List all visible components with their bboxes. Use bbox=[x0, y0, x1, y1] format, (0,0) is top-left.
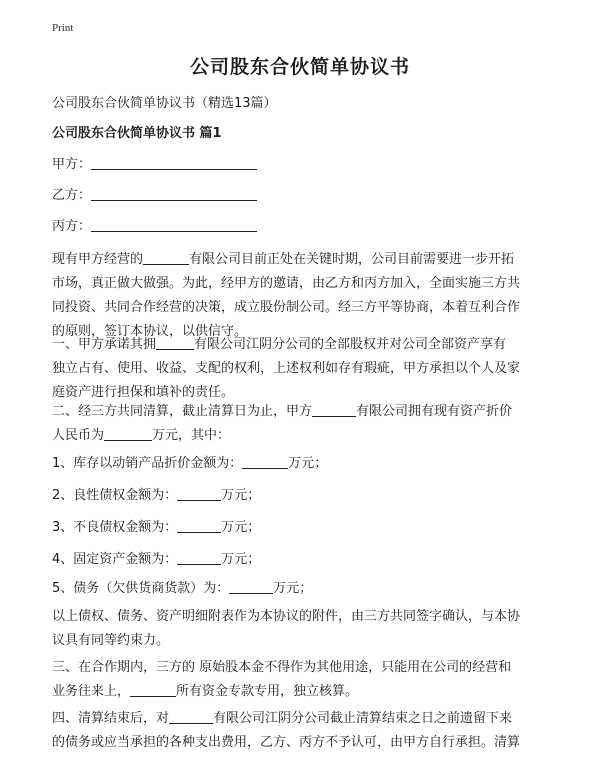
party-b-row bbox=[52, 184, 552, 208]
para1-line4: 的原则，签订本协议，以供信守。 bbox=[52, 324, 248, 339]
party-b-label: 乙方： bbox=[52, 188, 92, 203]
para3-line1: 二、经三方共同清算，截止清算日为止，甲方 有限公司拥有现有资产折价 bbox=[52, 400, 552, 424]
para1-line3: 同投资、共同合作经营的决策，成立股份制公司。经三方平等协商，本着互利合作 bbox=[52, 300, 521, 315]
document-title: 公司股东合伙简单协议书 bbox=[189, 56, 410, 78]
blank bbox=[177, 485, 221, 501]
para6-line1: 四、清算结束后，对 有限公司江阴分公司截止清算结束之日之前遗留下来 bbox=[52, 707, 552, 731]
list-item: 4、固定资产金额为： 万元； bbox=[52, 548, 552, 572]
party-c-row bbox=[52, 215, 552, 239]
para1-line2: 市场，真正做大做强。为此，经甲方的邀请，由乙方和丙方加入，全面实施三方共 bbox=[52, 276, 521, 291]
para2-line2: 独立占有、使用、收益、支配的权利，上述权利如存有瑕疵，甲方承担以个人及家 bbox=[52, 361, 521, 376]
blank bbox=[104, 425, 152, 441]
blank bbox=[229, 578, 273, 594]
blank bbox=[312, 401, 356, 417]
blank bbox=[177, 549, 221, 565]
blank bbox=[177, 517, 221, 533]
party-a-row bbox=[52, 153, 552, 177]
party-b-line bbox=[91, 185, 257, 201]
blank bbox=[242, 453, 288, 469]
para2-line1: 一、甲方承诺其拥 有限公司江阴分公司的全部股权并对公司全部资产享有 bbox=[52, 333, 552, 357]
section-heading: 公司股东合伙简单协议书 篇1 bbox=[52, 126, 222, 141]
blank bbox=[143, 249, 189, 265]
para6-line2: 的债务或应当承担的各种支出费用，乙方、丙方不予认可，由甲方自行承担。清算 bbox=[52, 735, 521, 750]
para5-line1: 三、在合作期内，三方的 原始股本金不得作为其他用途，只能用在公司的经营和 bbox=[52, 660, 512, 675]
list-item: 1、库存以动销产品折价金额为： 万元； bbox=[52, 452, 552, 476]
party-a-line bbox=[91, 154, 257, 170]
blank bbox=[130, 681, 176, 697]
para4-line2: 议具有同等约束力。 bbox=[52, 633, 170, 648]
para4-line1: 以上债权、债务、资产明细附表作为本协议的附件，由三方共同签字确认，与本协 bbox=[52, 609, 521, 624]
para3-line2: 人民币为 万元，其中： bbox=[52, 424, 552, 448]
party-c-label: 丙方： bbox=[52, 219, 92, 234]
blank bbox=[169, 708, 213, 724]
para2-line3: 庭资产进行担保和填补的责任。 bbox=[52, 385, 235, 400]
list-item: 2、良性债权金额为： 万元； bbox=[52, 484, 552, 508]
list-item: 3、不良债权金额为： 万元； bbox=[52, 516, 552, 540]
party-c-line bbox=[91, 216, 257, 232]
para1-line1: 现有甲方经营的 有限公司目前正处在关键时期，公司目前需要进一步开拓 bbox=[52, 248, 552, 272]
blank bbox=[156, 334, 194, 350]
party-a-label: 甲方： bbox=[52, 157, 92, 172]
document-subtitle: 公司股东合伙简单协议书（精选13篇） bbox=[52, 96, 277, 111]
list-item: 5、债务（欠供货商货款）为： 万元； bbox=[52, 577, 552, 601]
para5-line2: 业务往来上， 所有资金专款专用，独立核算。 bbox=[52, 680, 552, 704]
print-label: Print bbox=[52, 22, 74, 34]
